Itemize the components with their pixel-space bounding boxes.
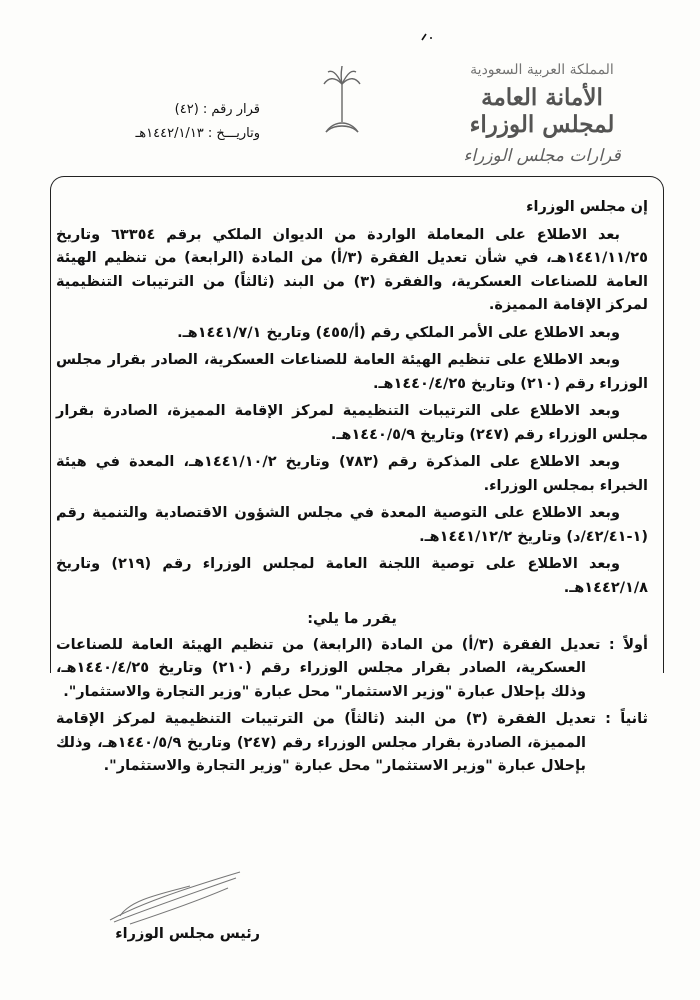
decision-intro: يقرر ما يلي: [307, 611, 397, 627]
council-greeting: إن مجلس الوزراء [526, 199, 648, 215]
preamble-paragraph: وبعد الاطلاع على التوصية المعدة في مجلس الشؤون الاقتصادية والتنمية رقم (١-٤٢/٤١/د) وتاريخ ١٤٤١/١٢/٢هـ. [56, 505, 648, 545]
preamble-paragraph: بعد الاطلاع على المعاملة الواردة من الديوان الملكي برقم ٦٣٣٥٤ وتاريخ ١٤٤١/١١/٢٥هـ، في شأن تعديل الفقرة (٣/أ) من المادة (الرابعة) من تنظيم الهيئة العامة للصناعات العسكرية، والفقرة (٣) من البند (ثالثاً) من الترتيبات التنظيمية لمركز الإقامة المميزة. [56, 226, 649, 313]
kingdom-name: المملكة العربية السعودية [470, 62, 614, 78]
decision-item: أولاً : تعديل الفقرة (٣/أ) من المادة (الرابعة) من تنظيم الهيئة العامة للصناعات العسكرية، الصادر بقرار مجلس الوزراء رقم (٢١٠) وتاريخ ١٤٤٠/٤/٢٥هـ، وذلك بإحلال عبارة "وزير الاستثمار" محل عبارة "وزير التجارة والاستثمار". [56, 636, 648, 700]
preamble-paragraph: وبعد الاطلاع على الأمر الملكي رقم (أ/٤٥٥) وتاريخ ١٤٤١/٧/١هـ. [177, 324, 620, 341]
decision-reference [60, 98, 260, 146]
handwritten-mark [420, 32, 438, 42]
handwritten-signature [100, 860, 250, 930]
decision-body [56, 196, 648, 783]
decision-date: وتاريـــخ : ١٤٤٢/١/١٣هـ [135, 126, 260, 141]
decision-number: قرار رقم : (٤٢) [174, 102, 260, 117]
preamble-paragraph: وبعد الاطلاع على المذكرة رقم (٧٨٣) وتاريخ ١٤٤١/١٠/٢هـ، المعدة في هيئة الخبراء بمجلس الوزراء. [56, 454, 648, 494]
decisions-heading: قرارات مجلس الوزراء [463, 146, 621, 166]
secretariat-name: الأمانة العامة لمجلس الوزراء [469, 84, 615, 138]
palm-swords-emblem-icon [318, 62, 366, 142]
preamble-paragraph: وبعد الاطلاع على الترتيبات التنظيمية لمركز الإقامة المميزة، الصادرة بقرار مجلس الوزراء رقم (٢٤٧) وتاريخ ١٤٤٠/٥/٩هـ. [56, 403, 648, 443]
signatory-title: رئيس مجلس الوزراء [115, 926, 260, 942]
council-letterhead [442, 62, 642, 166]
preamble-paragraph: وبعد الاطلاع على تنظيم الهيئة العامة للصناعات العسكرية، الصادر بقرار مجلس الوزراء رقم (٢١٠) وتاريخ ١٤٤٠/٤/٢٥هـ. [56, 352, 648, 392]
decision-item: ثانياً : تعديل الفقرة (٣) من البند (ثالثاً) من الترتيبات التنظيمية لمركز الإقامة المميزة، الصادرة بقرار مجلس الوزراء رقم (٢٤٧) وتاريخ ١٤٤٠/٥/٩هـ، وذلك بإحلال عبارة "وزير الاستثمار" محل عبارة "وزير التجارة والاستثمار". [56, 711, 648, 774]
preamble-paragraph: وبعد الاطلاع على توصية اللجنة العامة لمجلس الوزراء رقم (٢١٩) وتاريخ ١٤٤٢/١/٨هـ. [56, 556, 648, 596]
